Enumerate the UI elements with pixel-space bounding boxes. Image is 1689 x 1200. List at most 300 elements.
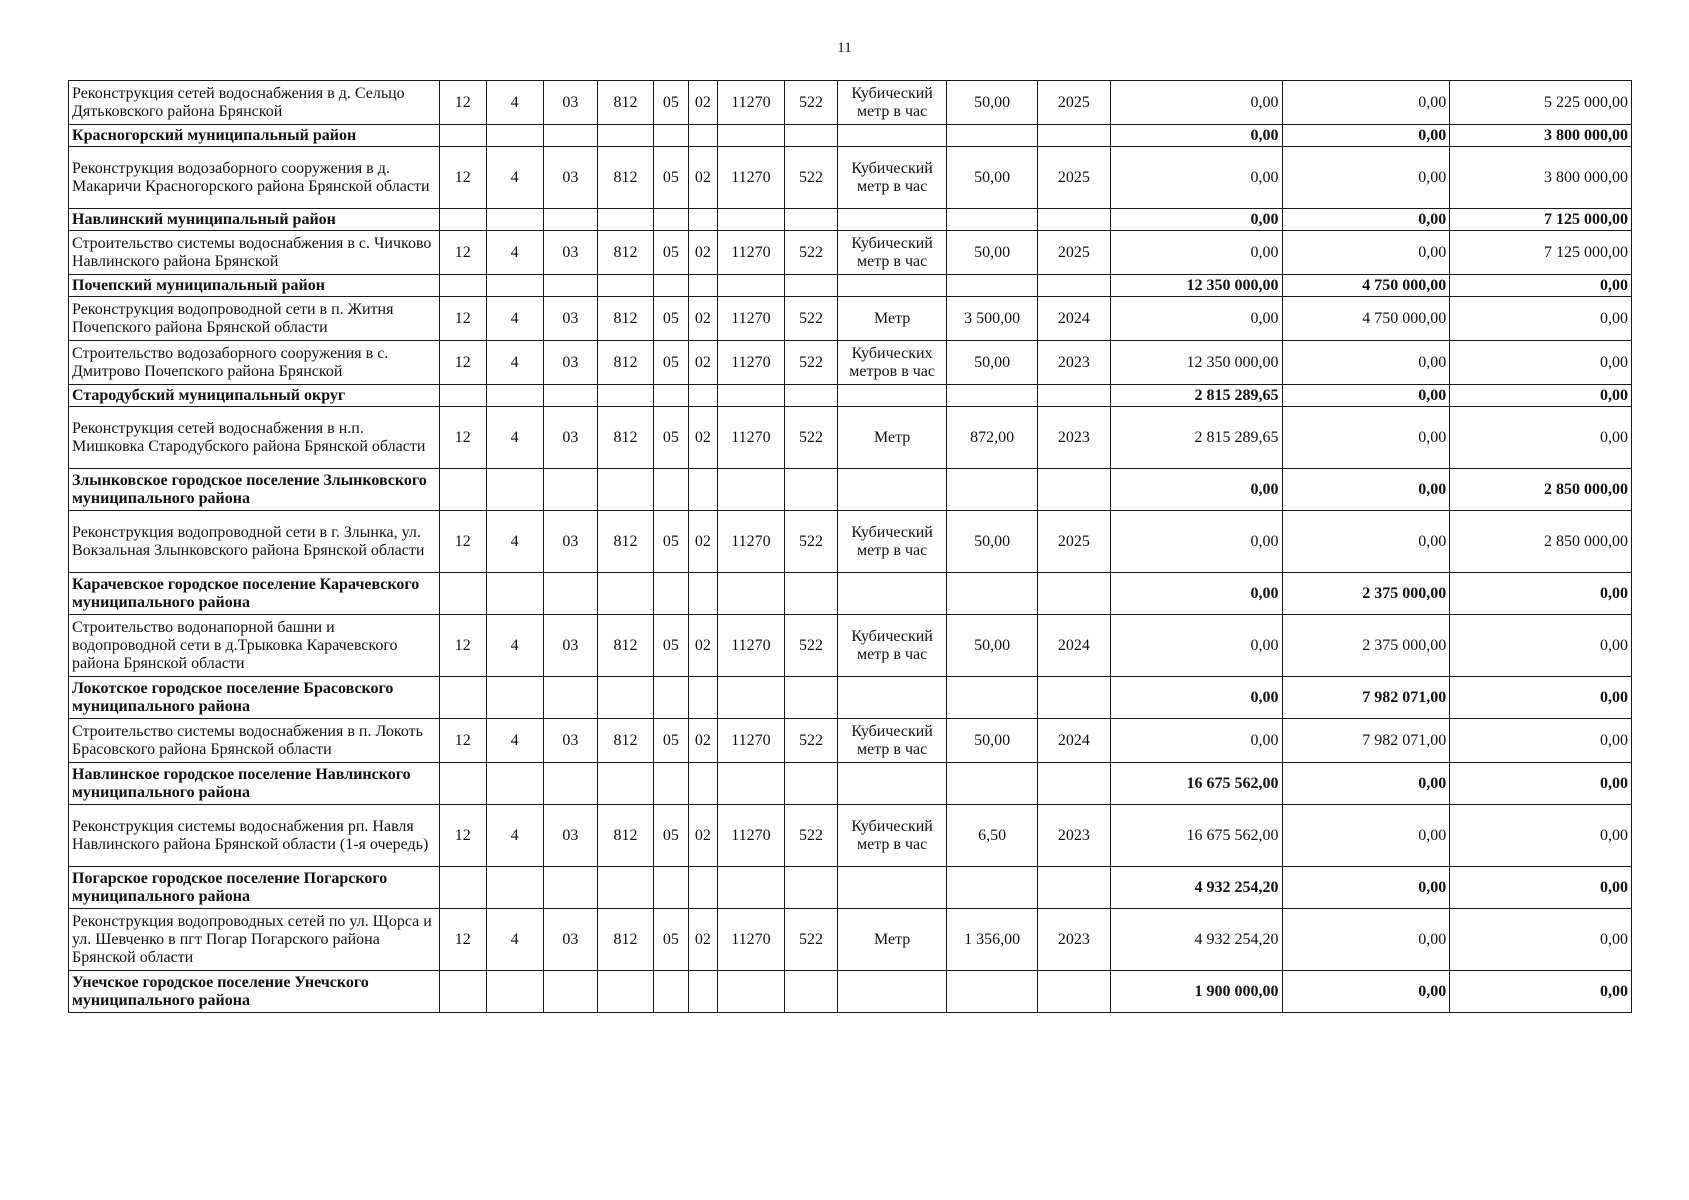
amount-2023-cell: 4 932 254,20 [1110,909,1282,971]
code-cell-c7 [717,469,784,511]
group-row [69,125,1632,147]
capacity-cell [947,867,1038,909]
code-cell-c1: 12 [440,407,487,469]
code-cell-c8: 522 [785,909,838,971]
code-cell-c8: 522 [785,81,838,125]
year-cell: 2025 [1038,231,1110,275]
capacity-cell: 50,00 [947,615,1038,677]
code-cell-c7 [717,275,784,297]
amount-2025-cell: 0,00 [1450,763,1632,805]
code-cell-c7: 11270 [717,805,784,867]
group-row [69,573,1632,615]
code-cell-c2: 4 [486,407,543,469]
amount-2023-cell: 1 900 000,00 [1110,971,1282,1013]
code-cell-c6 [688,385,717,407]
unit-cell [838,573,947,615]
code-cell-c4 [597,971,653,1013]
amount-2024-cell: 0,00 [1282,909,1450,971]
group-row [69,971,1632,1013]
code-cell-c4: 812 [597,147,653,209]
code-cell-c6: 02 [688,909,717,971]
code-cell-c6: 02 [688,615,717,677]
amount-2023-cell: 0,00 [1110,677,1282,719]
code-cell-c4 [597,469,653,511]
amount-2024-cell: 7 982 071,00 [1282,677,1450,719]
code-cell-c6: 02 [688,81,717,125]
code-cell-c3: 03 [543,805,597,867]
code-cell-c2 [486,867,543,909]
code-cell-c5 [654,385,689,407]
amount-2023-cell: 0,00 [1110,573,1282,615]
year-cell [1038,573,1110,615]
amount-2024-cell: 2 375 000,00 [1282,573,1450,615]
amount-2023-cell: 0,00 [1110,147,1282,209]
code-cell-c5 [654,209,689,231]
amount-2024-cell: 4 750 000,00 [1282,297,1450,341]
capacity-cell: 3 500,00 [947,297,1038,341]
unit-cell [838,867,947,909]
capacity-cell [947,125,1038,147]
code-cell-c8 [785,867,838,909]
year-cell [1038,385,1110,407]
unit-cell [838,469,947,511]
amount-2024-cell: 0,00 [1282,971,1450,1013]
code-cell-c6 [688,469,717,511]
code-cell-c1: 12 [440,231,487,275]
code-cell-c8: 522 [785,341,838,385]
code-cell-c1: 12 [440,909,487,971]
group-row [69,763,1632,805]
group-row [69,209,1632,231]
code-cell-c6 [688,209,717,231]
amount-2025-cell: 0,00 [1450,867,1632,909]
amount-2025-cell: 0,00 [1450,615,1632,677]
item-name-cell: Реконструкция системы водоснабжения рп. Навля Навлинского района Брянской области (1-я очередь) [69,805,440,867]
group-row [69,275,1632,297]
code-cell-c2 [486,385,543,407]
code-cell-c7: 11270 [717,511,784,573]
code-cell-c5 [654,867,689,909]
code-cell-c1: 12 [440,297,487,341]
unit-cell [838,763,947,805]
code-cell-c6: 02 [688,719,717,763]
group-name-cell: Погарское городское поселение Погарского муниципального района [69,867,440,909]
year-cell: 2024 [1038,615,1110,677]
table-row [69,805,1632,867]
item-name-cell: Строительство системы водоснабжения в п. Локоть Брасовского района Брянской области [69,719,440,763]
code-cell-c2: 4 [486,147,543,209]
table-row [69,81,1632,125]
item-name-cell: Реконструкция водозаборного сооружения в д. Макаричи Красногорского района Брянской области [69,147,440,209]
unit-cell: Кубический метр в час [838,805,947,867]
table-row [69,231,1632,275]
capacity-cell: 1 356,00 [947,909,1038,971]
code-cell-c6: 02 [688,147,717,209]
capacity-cell: 50,00 [947,511,1038,573]
code-cell-c5: 05 [654,615,689,677]
code-cell-c7: 11270 [717,407,784,469]
code-cell-c5: 05 [654,147,689,209]
amount-2025-cell: 0,00 [1450,275,1632,297]
amount-2023-cell: 2 815 289,65 [1110,407,1282,469]
amount-2025-cell: 2 850 000,00 [1450,511,1632,573]
code-cell-c5 [654,971,689,1013]
code-cell-c3 [543,125,597,147]
code-cell-c1: 12 [440,719,487,763]
amount-2024-cell: 0,00 [1282,385,1450,407]
amount-2023-cell: 0,00 [1110,511,1282,573]
code-cell-c6 [688,763,717,805]
code-cell-c7: 11270 [717,147,784,209]
capacity-cell [947,385,1038,407]
table-row [69,719,1632,763]
unit-cell [838,125,947,147]
code-cell-c3: 03 [543,511,597,573]
capacity-cell: 50,00 [947,719,1038,763]
table-row [69,341,1632,385]
code-cell-c6 [688,275,717,297]
capacity-cell: 50,00 [947,147,1038,209]
amount-2025-cell: 0,00 [1450,909,1632,971]
table-row [69,615,1632,677]
item-name-cell: Реконструкция водопроводной сети в п. Житня Почепского района Брянской области [69,297,440,341]
code-cell-c8 [785,275,838,297]
code-cell-c3: 03 [543,615,597,677]
code-cell-c2: 4 [486,297,543,341]
amount-2025-cell: 0,00 [1450,805,1632,867]
code-cell-c2 [486,125,543,147]
capacity-cell [947,573,1038,615]
amount-2024-cell: 0,00 [1282,407,1450,469]
code-cell-c1 [440,971,487,1013]
code-cell-c5 [654,573,689,615]
code-cell-c8: 522 [785,407,838,469]
year-cell: 2025 [1038,511,1110,573]
code-cell-c4: 812 [597,615,653,677]
year-cell: 2024 [1038,719,1110,763]
amount-2025-cell: 7 125 000,00 [1450,209,1632,231]
code-cell-c3 [543,275,597,297]
amount-2025-cell: 3 800 000,00 [1450,125,1632,147]
code-cell-c2: 4 [486,341,543,385]
code-cell-c1 [440,867,487,909]
unit-cell: Кубический метр в час [838,719,947,763]
code-cell-c4 [597,573,653,615]
code-cell-c8: 522 [785,297,838,341]
table-row [69,297,1632,341]
code-cell-c2: 4 [486,909,543,971]
code-cell-c1: 12 [440,81,487,125]
group-name-cell: Стародубский муниципальный округ [69,385,440,407]
table-row [69,147,1632,209]
amount-2023-cell: 0,00 [1110,81,1282,125]
code-cell-c8 [785,677,838,719]
code-cell-c8: 522 [785,615,838,677]
amount-2023-cell: 0,00 [1110,125,1282,147]
code-cell-c1 [440,275,487,297]
unit-cell: Кубический метр в час [838,231,947,275]
year-cell [1038,763,1110,805]
amount-2024-cell: 7 982 071,00 [1282,719,1450,763]
code-cell-c5: 05 [654,81,689,125]
year-cell [1038,867,1110,909]
amount-2023-cell: 16 675 562,00 [1110,763,1282,805]
group-name-cell: Почепский муниципальный район [69,275,440,297]
amount-2023-cell: 12 350 000,00 [1110,341,1282,385]
amount-2025-cell: 0,00 [1450,719,1632,763]
year-cell [1038,275,1110,297]
code-cell-c3: 03 [543,407,597,469]
code-cell-c1 [440,209,487,231]
year-cell: 2024 [1038,297,1110,341]
amount-2024-cell: 0,00 [1282,341,1450,385]
code-cell-c4: 812 [597,719,653,763]
amount-2024-cell: 0,00 [1282,867,1450,909]
code-cell-c5: 05 [654,511,689,573]
amount-2023-cell: 16 675 562,00 [1110,805,1282,867]
code-cell-c8 [785,971,838,1013]
unit-cell [838,275,947,297]
year-cell: 2023 [1038,407,1110,469]
amount-2024-cell: 0,00 [1282,511,1450,573]
code-cell-c3 [543,763,597,805]
code-cell-c3: 03 [543,909,597,971]
code-cell-c2 [486,469,543,511]
code-cell-c4: 812 [597,81,653,125]
amount-2024-cell: 0,00 [1282,209,1450,231]
amount-2024-cell: 2 375 000,00 [1282,615,1450,677]
amount-2024-cell: 0,00 [1282,763,1450,805]
item-name-cell: Строительство водонапорной башни и водопроводной сети в д.Трыковка Карачевского района Брянской области [69,615,440,677]
amount-2023-cell: 0,00 [1110,719,1282,763]
code-cell-c1: 12 [440,615,487,677]
code-cell-c6: 02 [688,231,717,275]
code-cell-c8 [785,385,838,407]
unit-cell [838,209,947,231]
unit-cell: Метр [838,297,947,341]
code-cell-c5: 05 [654,805,689,867]
capacity-cell: 50,00 [947,341,1038,385]
code-cell-c4: 812 [597,341,653,385]
code-cell-c2 [486,275,543,297]
unit-cell [838,971,947,1013]
unit-cell: Метр [838,407,947,469]
amount-2025-cell: 0,00 [1450,385,1632,407]
item-name-cell: Реконструкция водопроводных сетей по ул. Щорса и ул. Шевченко в пгт Погар Погарского района Брянской области [69,909,440,971]
code-cell-c1: 12 [440,511,487,573]
code-cell-c6: 02 [688,407,717,469]
amount-2023-cell: 0,00 [1110,615,1282,677]
amount-2023-cell: 4 932 254,20 [1110,867,1282,909]
code-cell-c3 [543,385,597,407]
code-cell-c7: 11270 [717,341,784,385]
code-cell-c2: 4 [486,615,543,677]
code-cell-c8 [785,763,838,805]
code-cell-c2: 4 [486,805,543,867]
amount-2024-cell: 4 750 000,00 [1282,275,1450,297]
group-name-cell: Навлинское городское поселение Навлинского муниципального района [69,763,440,805]
code-cell-c5: 05 [654,231,689,275]
unit-cell: Метр [838,909,947,971]
code-cell-c4 [597,763,653,805]
year-cell: 2023 [1038,341,1110,385]
code-cell-c5 [654,275,689,297]
code-cell-c7: 11270 [717,719,784,763]
code-cell-c4 [597,209,653,231]
code-cell-c4: 812 [597,297,653,341]
code-cell-c3 [543,573,597,615]
year-cell [1038,469,1110,511]
capacity-cell: 6,50 [947,805,1038,867]
code-cell-c3: 03 [543,341,597,385]
amount-2025-cell: 0,00 [1450,407,1632,469]
code-cell-c8: 522 [785,147,838,209]
amount-2023-cell: 0,00 [1110,297,1282,341]
item-name-cell: Реконструкция водопроводной сети в г. Злынка, ул. Вокзальная Злынковского района Брянской области [69,511,440,573]
code-cell-c3 [543,971,597,1013]
amount-2023-cell: 0,00 [1110,469,1282,511]
code-cell-c8: 522 [785,719,838,763]
code-cell-c7 [717,385,784,407]
code-cell-c7 [717,763,784,805]
code-cell-c4: 812 [597,805,653,867]
capacity-cell: 50,00 [947,81,1038,125]
code-cell-c1 [440,385,487,407]
code-cell-c5: 05 [654,341,689,385]
year-cell [1038,209,1110,231]
amount-2024-cell: 0,00 [1282,231,1450,275]
capacity-cell [947,469,1038,511]
year-cell [1038,125,1110,147]
amount-2025-cell: 2 850 000,00 [1450,469,1632,511]
group-name-cell: Локотское городское поселение Брасовского муниципального района [69,677,440,719]
code-cell-c1 [440,677,487,719]
code-cell-c4: 812 [597,407,653,469]
code-cell-c5: 05 [654,297,689,341]
code-cell-c5 [654,677,689,719]
code-cell-c3 [543,677,597,719]
code-cell-c7: 11270 [717,615,784,677]
amount-2023-cell: 2 815 289,65 [1110,385,1282,407]
group-row [69,385,1632,407]
code-cell-c2 [486,763,543,805]
code-cell-c3 [543,867,597,909]
unit-cell [838,677,947,719]
amount-2025-cell: 0,00 [1450,341,1632,385]
code-cell-c1 [440,763,487,805]
year-cell: 2025 [1038,147,1110,209]
code-cell-c7: 11270 [717,81,784,125]
code-cell-c1 [440,125,487,147]
code-cell-c6 [688,867,717,909]
capacity-cell [947,677,1038,719]
code-cell-c4 [597,677,653,719]
table-row [69,511,1632,573]
code-cell-c3 [543,209,597,231]
unit-cell: Кубический метр в час [838,81,947,125]
amount-2025-cell: 0,00 [1450,573,1632,615]
unit-cell [838,385,947,407]
code-cell-c2: 4 [486,511,543,573]
code-cell-c1: 12 [440,805,487,867]
table-row [69,909,1632,971]
capacity-cell [947,275,1038,297]
code-cell-c2: 4 [486,719,543,763]
year-cell [1038,677,1110,719]
group-row [69,469,1632,511]
year-cell: 2023 [1038,909,1110,971]
code-cell-c1: 12 [440,341,487,385]
amount-2024-cell: 0,00 [1282,125,1450,147]
capacity-cell [947,763,1038,805]
code-cell-c3: 03 [543,81,597,125]
item-name-cell: Реконструкция сетей водоснабжения в д. Сельцо Дятьковского района Брянской [69,81,440,125]
amount-2023-cell: 12 350 000,00 [1110,275,1282,297]
code-cell-c1 [440,573,487,615]
code-cell-c6: 02 [688,511,717,573]
code-cell-c8 [785,469,838,511]
code-cell-c7 [717,209,784,231]
code-cell-c7 [717,971,784,1013]
code-cell-c5 [654,763,689,805]
amount-2024-cell: 0,00 [1282,469,1450,511]
code-cell-c8: 522 [785,805,838,867]
code-cell-c7: 11270 [717,297,784,341]
group-name-cell: Красногорский муниципальный район [69,125,440,147]
group-name-cell: Карачевское городское поселение Карачевского муниципального района [69,573,440,615]
code-cell-c6: 02 [688,805,717,867]
year-cell [1038,971,1110,1013]
code-cell-c6 [688,677,717,719]
code-cell-c3: 03 [543,231,597,275]
code-cell-c6 [688,573,717,615]
code-cell-c4: 812 [597,511,653,573]
code-cell-c8 [785,125,838,147]
code-cell-c3: 03 [543,297,597,341]
unit-cell: Кубический метр в час [838,147,947,209]
item-name-cell: Строительство водозаборного сооружения в с. Дмитрово Почепского района Брянской [69,341,440,385]
code-cell-c2 [486,573,543,615]
code-cell-c8: 522 [785,511,838,573]
code-cell-c4 [597,385,653,407]
code-cell-c2: 4 [486,231,543,275]
code-cell-c5: 05 [654,407,689,469]
code-cell-c5: 05 [654,909,689,971]
code-cell-c3: 03 [543,719,597,763]
capacity-cell: 50,00 [947,231,1038,275]
amount-2025-cell: 3 800 000,00 [1450,147,1632,209]
amount-2024-cell: 0,00 [1282,805,1450,867]
item-name-cell: Строительство системы водоснабжения в с. Чичково Навлинского района Брянской [69,231,440,275]
code-cell-c4 [597,125,653,147]
year-cell: 2025 [1038,81,1110,125]
capacity-cell [947,209,1038,231]
amount-2023-cell: 0,00 [1110,231,1282,275]
code-cell-c4 [597,867,653,909]
code-cell-c5 [654,469,689,511]
unit-cell: Кубический метр в час [838,511,947,573]
year-cell: 2023 [1038,805,1110,867]
code-cell-c7 [717,677,784,719]
amount-2025-cell: 5 225 000,00 [1450,81,1632,125]
code-cell-c1 [440,469,487,511]
table-body [69,81,1632,1013]
amount-2025-cell: 0,00 [1450,677,1632,719]
code-cell-c2: 4 [486,81,543,125]
code-cell-c2 [486,209,543,231]
code-cell-c4: 812 [597,231,653,275]
page-number: 11 [837,40,852,56]
